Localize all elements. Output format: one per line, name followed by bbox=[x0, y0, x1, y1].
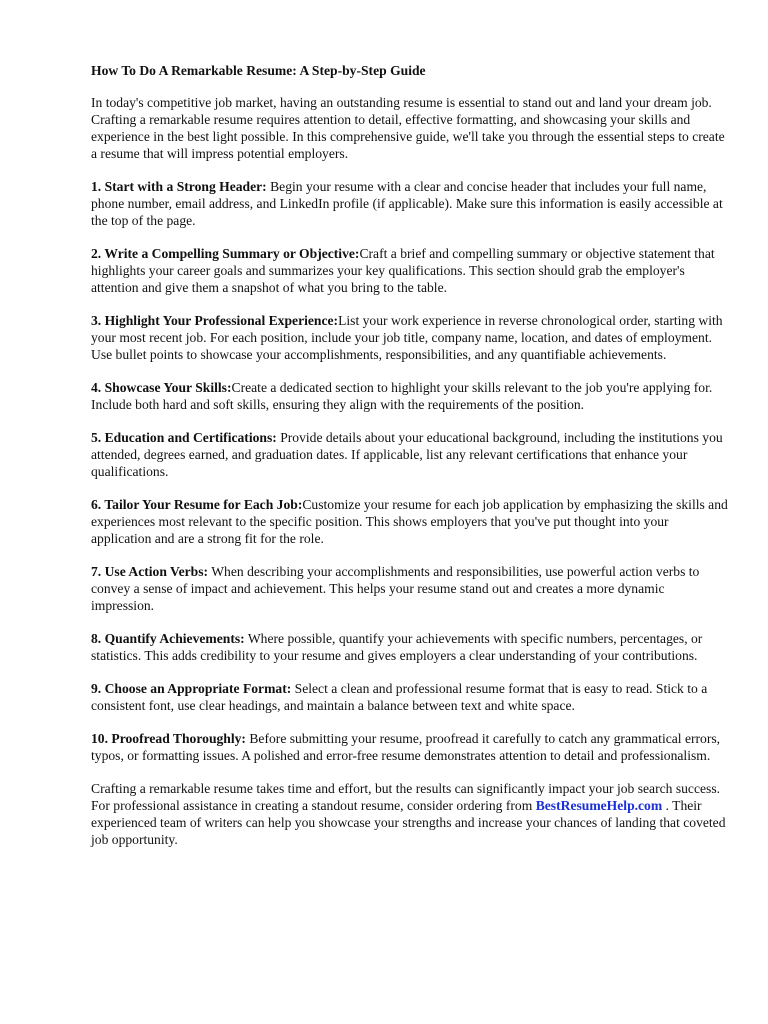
bestresumehelp-link[interactable]: BestResumeHelp.com bbox=[535, 798, 663, 813]
step-10-text: Before submitting your resume, proofread it carefully to catch any grammatical errors, typos, or formatting issues. A polished and error-free resume demonstrates attention to detail and professionalism. bbox=[91, 731, 721, 763]
step-2-paragraph bbox=[91, 245, 728, 296]
step-3-heading: 3. Highlight Your Professional Experience: bbox=[91, 313, 339, 328]
closing-text-after-link: . Their experienced team of writers can help you showcase your strengths and increase your chances of landing that coveted job opportunity. bbox=[91, 798, 726, 847]
document-title: How To Do A Remarkable Resume: A Step-by-Step Guide bbox=[91, 63, 426, 78]
step-1-heading: 1. Start with a Strong Header: bbox=[91, 179, 267, 194]
intro-paragraph: In today's competitive job market, having an outstanding resume is essential to stand out and land your dream job. Crafting a remarkable resume requires attention to detail, effective formatting, and showcasing your skills and experience in the best light possible. In this comprehensive guide, we'll take you through the essential steps to create a resume that will impress potential employers. bbox=[91, 95, 725, 161]
step-2-heading: 2. Write a Compelling Summary or Objective: bbox=[91, 246, 360, 261]
step-6-paragraph bbox=[91, 496, 728, 547]
step-10-heading: 10. Proofread Thoroughly: bbox=[91, 731, 246, 746]
step-5-text: Provide details about your educational background, including the institutions you attended, degrees earned, and graduation dates. If applicable, list any relevant certifications that enhance your qualifications. bbox=[91, 430, 723, 479]
step-5-heading: 5. Education and Certifications: bbox=[91, 430, 277, 445]
step-10-paragraph bbox=[91, 730, 728, 764]
step-6-heading: 6. Tailor Your Resume for Each Job: bbox=[91, 497, 303, 512]
closing-text-before-link: Crafting a remarkable resume takes time and effort, but the results can significantly impact your job search success. For professional assistance in creating a standout resume, consider ordering from bbox=[91, 781, 721, 813]
step-3-paragraph bbox=[91, 312, 728, 363]
step-2-text: Craft a brief and compelling summary or objective statement that highlights your career goals and summarizes your key qualifications. This section should grab the employer's attention and give them a snapshot of what you bring to the table. bbox=[91, 246, 715, 295]
step-8-heading: 8. Quantify Achievements: bbox=[91, 631, 245, 646]
step-3-text: List your work experience in reverse chronological order, starting with your most recent job. For each position, include your job title, company name, location, and dates of employment. Use bullet points to showcase your accomplishments, responsibilities, and any quantifiable achievements. bbox=[91, 313, 723, 362]
step-4-text: Create a dedicated section to highlight your skills relevant to the job you're applying for. Include both hard and soft skills, ensuring they align with the requirements of the position. bbox=[91, 380, 713, 412]
step-7-heading: 7. Use Action Verbs: bbox=[91, 564, 209, 579]
step-4-paragraph bbox=[91, 379, 728, 413]
step-8-paragraph bbox=[91, 630, 728, 664]
step-9-text: Select a clean and professional resume format that is easy to read. Stick to a consistent font, use clear headings, and maintain a balance between text and white space. bbox=[91, 681, 708, 713]
step-1-text: Begin your resume with a clear and concise header that includes your full name, phone number, email address, and LinkedIn profile (if applicable). Make sure this information is easily accessible at the top of the page. bbox=[91, 179, 723, 228]
step-4-heading: 4. Showcase Your Skills: bbox=[91, 380, 232, 395]
step-6-text: Customize your resume for each job application by emphasizing the skills and experiences most relevant to the specific position. This shows employers that you've put thought into your application and are a strong fit for the role. bbox=[91, 497, 728, 546]
step-5-paragraph bbox=[91, 429, 728, 480]
step-1-paragraph bbox=[91, 178, 728, 229]
step-9-paragraph bbox=[91, 680, 728, 714]
step-9-heading: 9. Choose an Appropriate Format: bbox=[91, 681, 292, 696]
step-7-paragraph bbox=[91, 563, 728, 614]
step-7-text: When describing your accomplishments and responsibilities, use powerful action verbs to convey a sense of impact and achievement. This helps your resume stand out and creates a more dynamic impression. bbox=[91, 564, 700, 613]
closing-paragraph bbox=[91, 780, 728, 848]
step-8-text: Where possible, quantify your achievements with specific numbers, percentages, or statistics. This adds credibility to your resume and gives employers a clear understanding of your contributions. bbox=[91, 631, 703, 663]
